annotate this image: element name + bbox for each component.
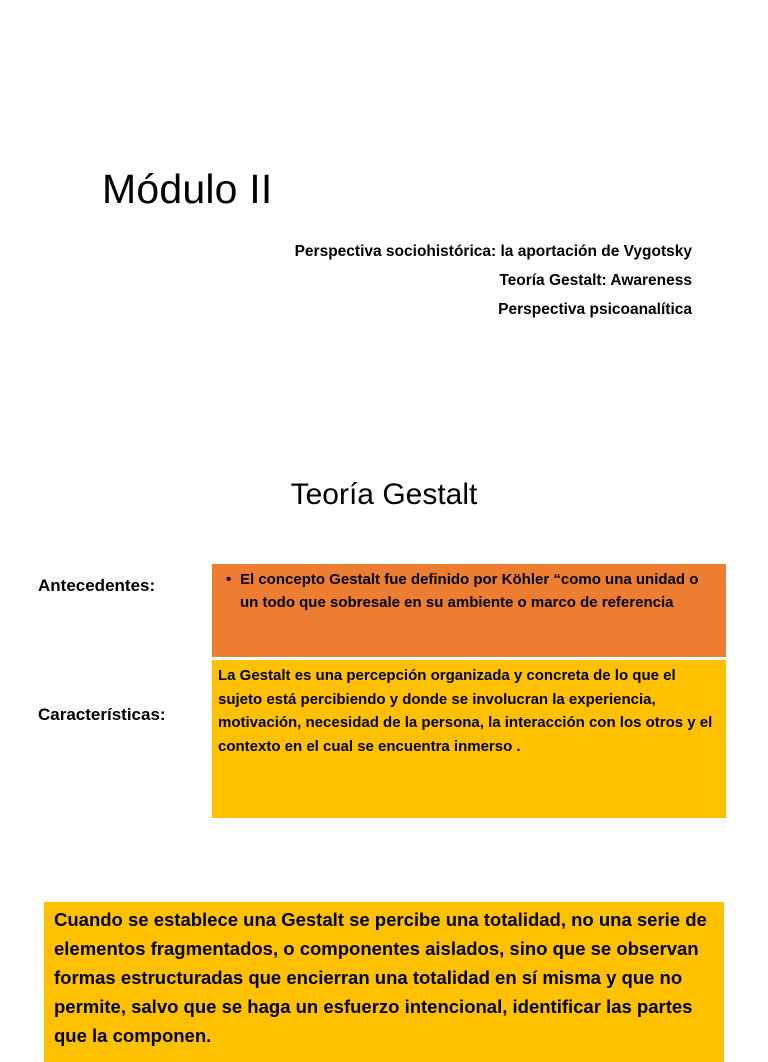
slide-teoria-gestalt	[0, 440, 768, 870]
totalidad-box	[44, 902, 724, 1062]
slide-gestalt-totalidad	[0, 880, 768, 1046]
slide-title: Teoría Gestalt	[290, 478, 478, 511]
antecedentes-label: Antecedentes:	[38, 576, 156, 595]
caracteristicas-label: Características:	[38, 705, 166, 724]
topic-item-gestalt: Teoría Gestalt: Awareness	[499, 272, 692, 289]
bullet-marker: •	[226, 571, 232, 588]
slide-modulo-ii	[0, 0, 768, 430]
topic-item-psicoanalitica: Perspectiva psicoanalítica	[498, 301, 692, 318]
topic-item-vygotsky: Perspectiva sociohistórica: la aportación de Vygotsky	[294, 243, 692, 260]
totalidad-text: Cuando se establece una Gestalt se percibe una totalidad, no una serie de elementos fragmentados, o componentes aislados, sino que se observan formas estructuradas que encierran una totalidad en sí misma y que no permite, salvo que se haga un esfuerzo intencional, identificar las partes que la componen.	[54, 909, 707, 1046]
topic-list	[295, 237, 692, 324]
caracteristicas-box	[212, 660, 726, 818]
antecedentes-text: El concepto Gestalt fue definido por Köhler “como una unidad o un todo que sobresale en su ambiente o marco de referencia	[240, 571, 699, 611]
caracteristicas-text: La Gestalt es una percepción organizada y concreta de lo que el sujeto está percibiendo y donde se involucran la experiencia, motivación, necesidad de la persona, la interacción con los otros y el contexto en el cual se encuentra inmerso .	[218, 667, 713, 755]
module-title: Módulo II	[102, 166, 273, 212]
antecedentes-box	[212, 564, 726, 657]
